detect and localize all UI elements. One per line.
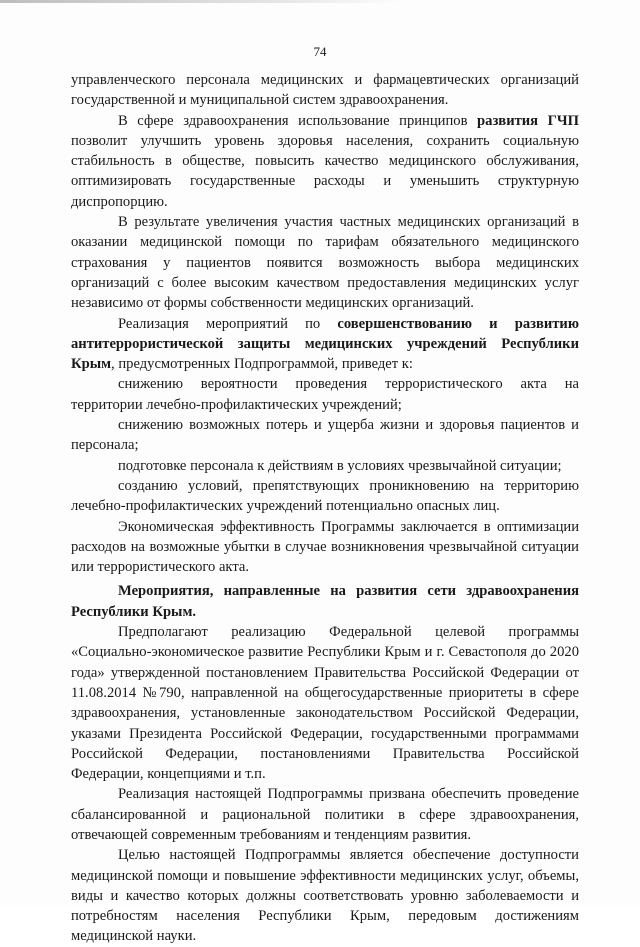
paragraph-implementation: Реализация настоящей Подпрограммы призвана обеспечить проведение сбалансированной и рациональной политики в сфере здравоохранения, отвечающей современным требованиям и тенденциям развития.	[71, 786, 579, 843]
paragraph-4: Реализация мероприятий по совершенствованию и развитию антитеррористической защиты медицинских учреждений Республики Крым, предусмотренных Подпрограммой, приведет к:	[71, 315, 579, 373]
section-heading: Мероприятия, направленные на развития сети здравоохранения Республики Крым.	[71, 583, 579, 620]
list-item-1: снижению вероятности проведения террористического акта на территории лечебно-профилактических учреждений;	[71, 376, 579, 413]
paragraph-2: В сфере здравоохранения использование принципов развития ГЧП позволит улучшить уровень здоровья населения, сохранить социальную стабильность в обществе, повысить качество медицинского обслуживания, оптимизировать государственные расходы и уменьшить структурную диспропорцию.	[71, 112, 579, 210]
paragraph-3: В результате увеличения участия частных медицинских организаций в оказании медицинской помощи по тарифам обязательного медицинского страхования у пациентов появится возможность выбора медицинских организаций с более высоким качеством предоставления медицинских услуг независимо от формы собственности медицинских организаций.	[71, 214, 579, 312]
bold-phrase-gchp: развития ГЧП	[477, 112, 579, 129]
paragraph-federal-program: Предполагают реализацию Федеральной целевой программы «Социально-экономическое развитие Республики Крым и г. Севастополя до 2020 года» утвержденной постановлением Правительства Российской Федерации от 11.08.2014 №790, направленной на общегосударственные приоритеты в сфере здравоохранения, установленные законодательством Российской Федерации, указами Президента Российской Федерации, государственными программами Российской Федерации, постановлениями Правительства Российской Федерации, концепциями и т.п.	[71, 624, 579, 783]
paragraph-goal: Целью настоящей Подпрограммы является обеспечение доступности медицинской помощи и повышение эффективности медицинских услуг, объемы, виды и качество которых должны соответствовать уровню заболеваемости и потребностям населения Республики Крым, передовым достижениям медицинской науки.	[71, 847, 579, 945]
scan-edge-mark	[0, 0, 400, 3]
paragraph-economic: Экономическая эффективность Программы заключается в оптимизации расходов на возможные убытки в случае возникновения чрезвычайной ситуации или террористического акта.	[71, 518, 579, 576]
list-item-3: подготовке персонала к действиям в условиях чрезвычайной ситуации;	[118, 457, 562, 474]
list-item-4: созданию условий, препятствующих проникновению на территорию лечебно-профилактических учреждений потенциально опасных лиц.	[71, 477, 579, 515]
document-body	[71, 70, 579, 947]
page-number: 74	[313, 44, 327, 59]
paragraph-1: управленческого персонала медицинских и фармацевтических организаций государственной и муниципальной систем здравоохранения.	[71, 72, 579, 109]
list-item-2: снижению возможных потерь и ущерба жизни и здоровья пациентов и персонала;	[71, 417, 579, 454]
bold-phrase-antiterror: совершенствованию и развитию антитеррористической защиты медицинских учреждений Республики Крым	[71, 315, 579, 373]
